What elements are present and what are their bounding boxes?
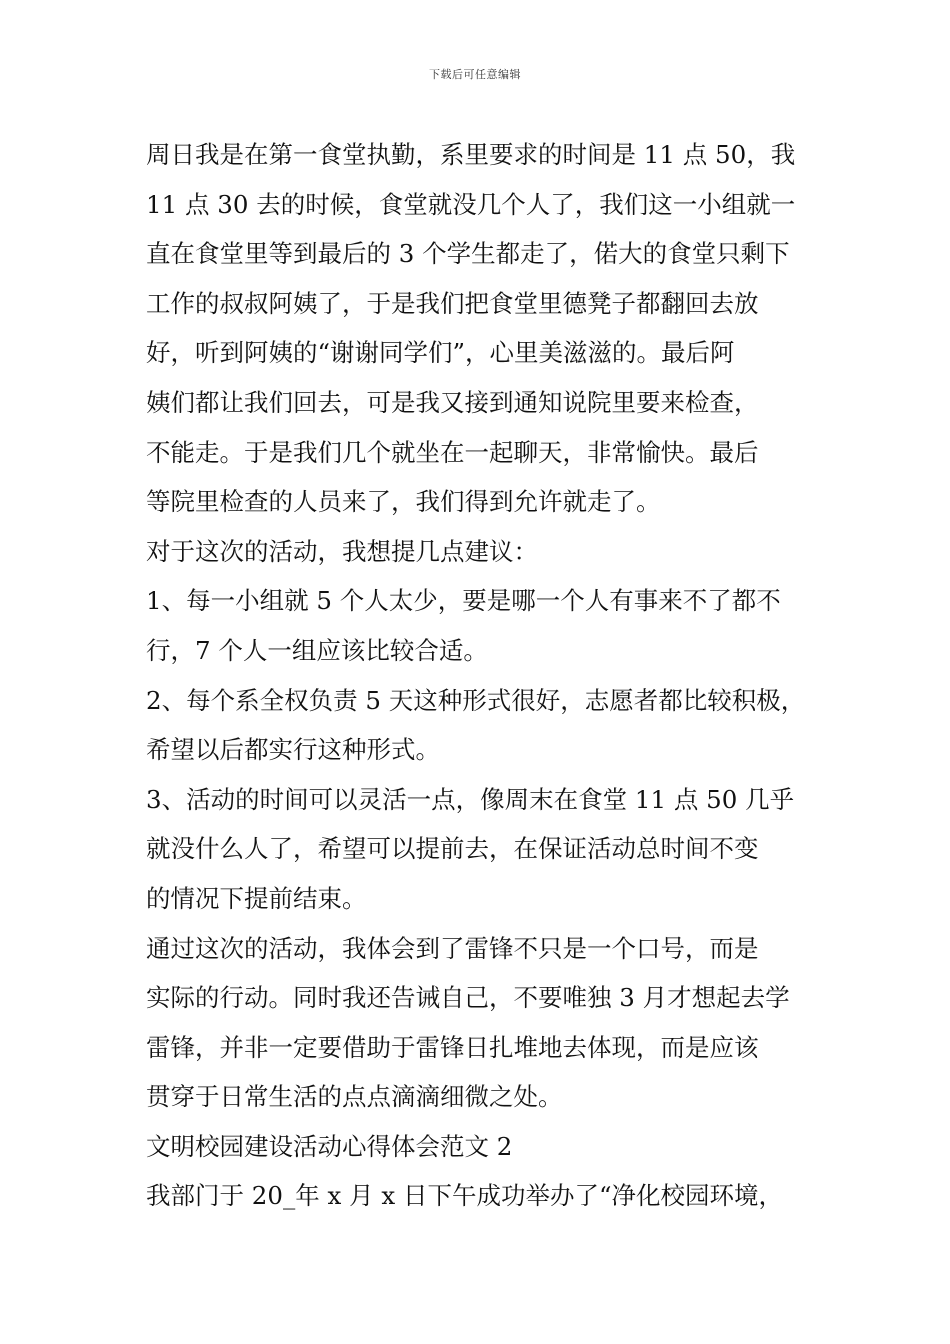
text-line: 好，听到阿姨的“谢谢同学们”，心里美滋滋的。最后阿 (146, 338, 735, 368)
text-line: 等院里检查的人员来了，我们得到允许就走了。 (146, 487, 661, 517)
text-line: 11 点 30 去的时候，食堂就没几个人了，我们这一小组就一 (146, 189, 796, 219)
list-item-1-line: 行，7 个人一组应该比较合适。 (146, 635, 488, 665)
text-line: 贯穿于日常生活的点点滴滴细微之处。 (146, 1082, 563, 1112)
section-heading: 文明校园建设活动心得体会范文 2 (146, 1131, 513, 1161)
list-item-2-line: 希望以后都实行这种形式。 (146, 735, 440, 765)
text-line: 实际的行动。同时我还告诫自己，不要唯独 3 月才想起去学 (146, 983, 790, 1013)
list-item-2-line: 2、每个系全权负责 5 天这种形式很好，志愿者都比较积极， (146, 685, 806, 715)
list-item-1-line: 1、每一小组就 5 个人太少，要是哪一个人有事来不了都不 (146, 586, 781, 616)
page-header-note: 下载后可任意编辑 (429, 68, 521, 81)
list-item-3-line: 的情况下提前结束。 (146, 883, 367, 913)
text-line: 不能走。于是我们几个就坐在一起聊天，非常愉快。最后 (146, 437, 759, 467)
text-line: 工作的叔叔阿姨了，于是我们把食堂里德凳子都翻回去放 (146, 288, 759, 318)
list-item-3-line: 就没什么人了，希望可以提前去，在保证活动总时间不变 (146, 834, 759, 864)
text-line: 直在食堂里等到最后的 3 个学生都走了，偌大的食堂只剩下 (146, 239, 790, 269)
text-line: 通过这次的活动，我体会到了雷锋不只是一个口号，而是 (146, 933, 759, 963)
list-item-3-line: 3、活动的时间可以灵活一点，像周末在食堂 11 点 50 几乎 (146, 784, 795, 814)
text-line: 周日我是在第一食堂执勤，系里要求的时间是 11 点 50，我 (146, 140, 796, 169)
text-line: 对于这次的活动，我想提几点建议： (146, 536, 538, 566)
text-line: 姨们都让我们回去，可是我又接到通知说院里要来检查， (146, 387, 759, 417)
text-line: 雷锋，并非一定要借助于雷锋日扎堆地去体现，而是应该 (146, 1032, 759, 1062)
document-body (146, 130, 812, 1221)
text-line: 我部门于 20_年 x 月 x 日下午成功举办了“净化校园环境， (146, 1181, 784, 1211)
